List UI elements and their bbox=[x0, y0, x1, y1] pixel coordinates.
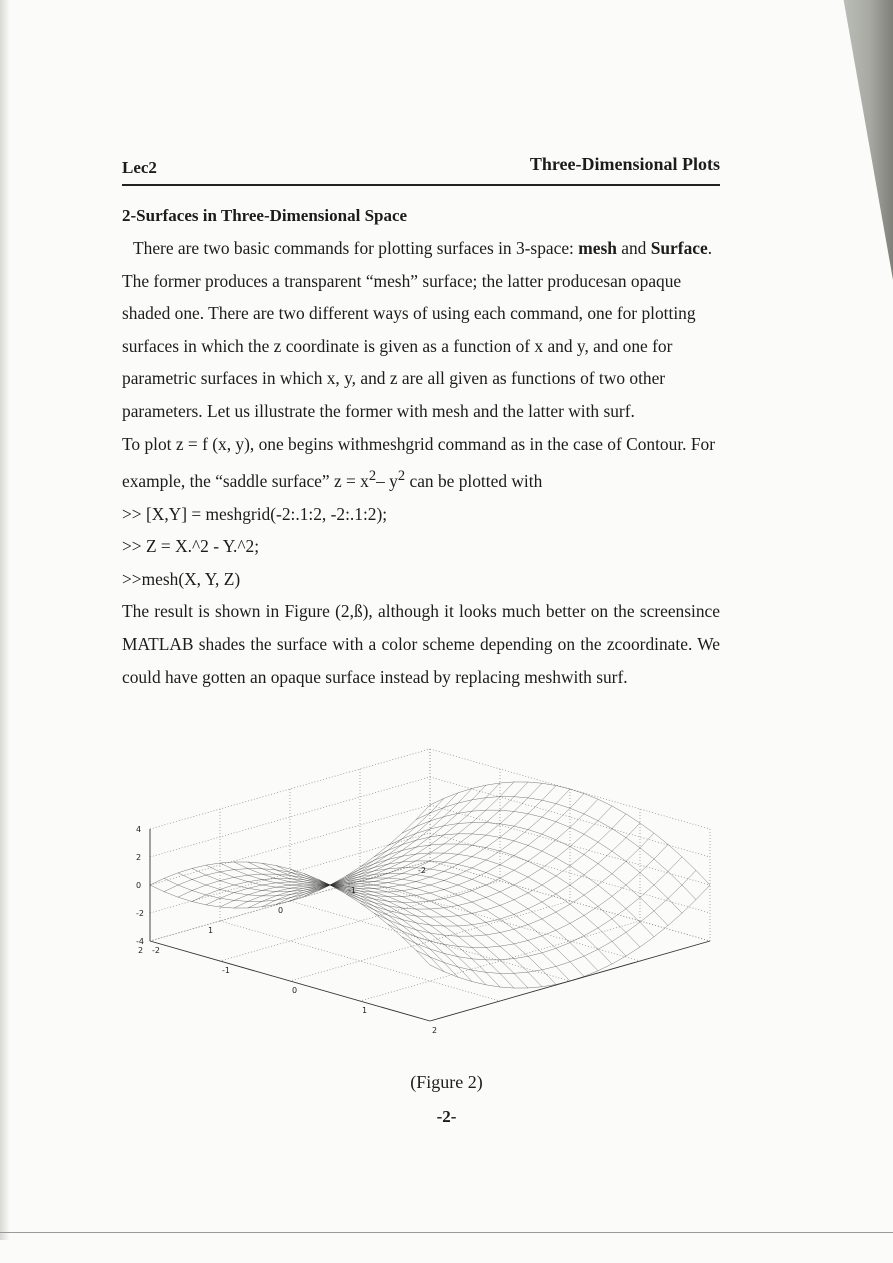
mesh-line-x bbox=[192, 879, 472, 982]
grid-line bbox=[360, 921, 640, 1001]
paragraph-plot-instructions bbox=[122, 428, 720, 498]
mesh-line-y bbox=[220, 783, 500, 886]
scan-shadow-right bbox=[763, 0, 893, 280]
para2-text-2: – y bbox=[376, 470, 398, 491]
code-line-z-assign: >> Z = X.^2 - Y.^2; bbox=[122, 536, 260, 557]
z-tick-label: 2 bbox=[136, 853, 142, 862]
section-title: 2-Surfaces in Three-Dimensional Space bbox=[122, 206, 408, 225]
x-tick-label: 0 bbox=[278, 906, 284, 915]
body-text bbox=[122, 232, 720, 693]
mesh-line-y bbox=[262, 783, 542, 886]
superscript-2a: 2 bbox=[368, 468, 377, 485]
page-bottom-edge bbox=[0, 1232, 893, 1233]
figure-caption: (Figure 2) bbox=[410, 1072, 483, 1092]
paragraph-result: The result is shown in Figure (2,ß), although it looks much better on the screensince MATLAB shades the surface with a color scheme depending on the zcoordinate. We could have gotten an opaque surface instead by replacing meshwith surf. bbox=[122, 601, 720, 687]
y-tick-label: 1 bbox=[362, 1006, 368, 1015]
x-tick-label: -1 bbox=[348, 886, 356, 895]
mesh-line-y bbox=[206, 785, 486, 888]
z-tick-label: -2 bbox=[136, 909, 144, 918]
z-tick-label: 0 bbox=[136, 881, 142, 890]
mesh-line-y bbox=[290, 789, 570, 892]
mesh-line-x bbox=[388, 823, 668, 926]
x-tick-label: 1 bbox=[208, 926, 214, 935]
figure-saddle-mesh bbox=[136, 775, 610, 1035]
mesh-line-x bbox=[318, 868, 598, 971]
mesh-line-y bbox=[234, 782, 514, 885]
x-tick-label: 2 bbox=[138, 946, 144, 955]
code-line-meshgrid: >> [X,Y] = meshgrid(-2:.1:2, -2:.1:2); bbox=[122, 503, 388, 524]
y-tick-label: -1 bbox=[222, 966, 230, 975]
page-number: -2- bbox=[436, 1107, 457, 1126]
mesh-line-x bbox=[234, 885, 514, 988]
x-tick-label: -2 bbox=[418, 866, 426, 875]
mesh-plot-svg bbox=[136, 775, 610, 1035]
mesh-line-x bbox=[430, 782, 710, 885]
mesh-line-y bbox=[388, 844, 668, 947]
y-tick-label: 2 bbox=[432, 1026, 438, 1035]
superscript-2b: 2 bbox=[397, 468, 406, 485]
para2-text-1: To plot z = f (x, y), one begins withmeshgrid command as in the case of Contour. For example, the “saddle surface” z = x bbox=[122, 433, 716, 491]
mesh-line-y bbox=[416, 870, 696, 973]
mesh-line-x bbox=[290, 878, 570, 981]
y-tick-label: 0 bbox=[292, 986, 298, 995]
y-tick-label: -2 bbox=[152, 946, 160, 955]
z-tick-label: 4 bbox=[136, 825, 142, 834]
mesh-line-y bbox=[332, 806, 612, 909]
z-tick-label: -4 bbox=[136, 937, 144, 946]
paragraph-intro bbox=[122, 232, 720, 428]
scan-shadow-left bbox=[0, 0, 10, 1240]
mesh-line-x bbox=[346, 853, 626, 956]
keyword-mesh: mesh bbox=[578, 238, 617, 258]
keyword-surface: Surface bbox=[650, 238, 708, 258]
header-topic-title: Three-Dimensional Plots bbox=[529, 154, 720, 174]
para2-text-3: can be plotted with bbox=[405, 470, 543, 491]
mesh-line-x bbox=[416, 797, 696, 900]
para1-text-3: . The former produces a transparent “mesh” surface; the latter producesan opaque shaded one. There are two different ways of using each command, one for plotting surfaces in which the z coordinate is given as a function of x and y, and one for parametric surfaces in which x, y, and z are all given as functions of two other parameters. Let us illustrate the former with mesh and the latter with surf. bbox=[122, 238, 713, 421]
mesh-line-x bbox=[220, 884, 500, 987]
mesh-line-x bbox=[150, 862, 430, 965]
grid-line bbox=[220, 921, 500, 1001]
page-header bbox=[122, 152, 720, 186]
code-line-mesh: >>mesh(X, Y, Z) bbox=[122, 568, 241, 589]
para1-text-1: There are two basic commands for plotting surfaces in 3-space: bbox=[133, 238, 579, 258]
mesh-line-y bbox=[346, 814, 626, 917]
mesh-line-y bbox=[150, 805, 430, 908]
header-lecture-label: Lec2 bbox=[122, 158, 157, 177]
mesh-line-x bbox=[262, 884, 542, 987]
para1-text-2: and bbox=[616, 238, 651, 258]
